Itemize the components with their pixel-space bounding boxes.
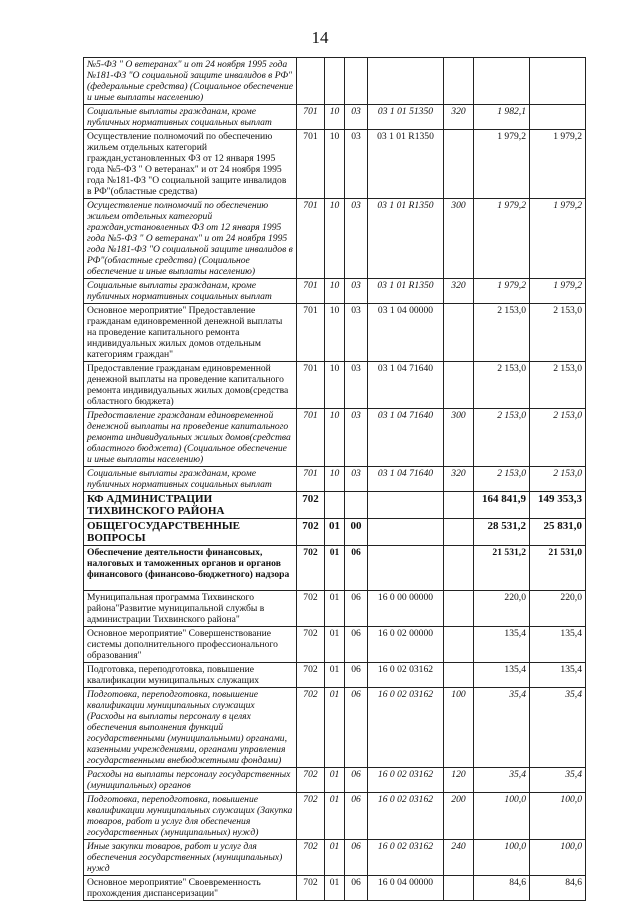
row-name: Предоставление гражданам единовременной денежной выплаты на проведение капитального ремонта индивидуальных жилых домов(средства областного бюджета) (Социальное обеспечение и иные выплаты населению) bbox=[84, 409, 297, 467]
row-name: Иные закупки товаров, работ и услуг для обеспечения государственных (муниципальных) нужд bbox=[84, 840, 297, 876]
row-amount-2: 2 153,0 bbox=[530, 409, 586, 467]
row-target-article: 03 1 04 71640 bbox=[368, 467, 444, 492]
row-grbs: 702 bbox=[297, 492, 325, 519]
row-expense-type bbox=[444, 519, 474, 546]
row-expense-type bbox=[444, 591, 474, 627]
row-grbs: 701 bbox=[297, 279, 325, 304]
row-amount-1: 1 979,2 bbox=[474, 199, 530, 279]
row-section: 10 bbox=[325, 130, 345, 199]
row-subsection: 06 bbox=[345, 876, 368, 901]
row-target-article: 16 0 04 00000 bbox=[368, 876, 444, 901]
row-name: Подготовка, переподготовка, повышение квалификации муниципальных служащих (Закупка товаров, работ и услуг для обеспечения государственных (муниципальных) нужд) bbox=[84, 793, 297, 840]
page-number: 14 bbox=[311, 28, 329, 47]
row-grbs: 701 bbox=[297, 362, 325, 409]
row-name: Социальные выплаты гражданам, кроме публичных нормативных социальных выплат bbox=[84, 105, 297, 130]
row-subsection: 06 bbox=[345, 663, 368, 688]
row-expense-type bbox=[444, 130, 474, 199]
row-grbs: 702 bbox=[297, 546, 325, 591]
row-amount-1: 2 153,0 bbox=[474, 304, 530, 362]
table-row bbox=[84, 876, 586, 901]
row-name: Предоставление гражданам единовременной денежной выплаты на проведение капитального ремонта индивидуальных жилых домов(средства областного бюджета) bbox=[84, 362, 297, 409]
row-amount-2 bbox=[530, 58, 586, 105]
row-amount-2: 2 153,0 bbox=[530, 304, 586, 362]
row-amount-2: 1 979,2 bbox=[530, 130, 586, 199]
table-row bbox=[84, 492, 586, 519]
row-amount-2: 149 353,3 bbox=[530, 492, 586, 519]
row-subsection: 03 bbox=[345, 279, 368, 304]
row-subsection: 06 bbox=[345, 793, 368, 840]
row-amount-1: 1 979,2 bbox=[474, 279, 530, 304]
row-amount-2: 1 979,2 bbox=[530, 279, 586, 304]
table-row bbox=[84, 840, 586, 876]
row-target-article: 16 0 02 03162 bbox=[368, 840, 444, 876]
row-amount-1: 135,4 bbox=[474, 627, 530, 663]
table-row bbox=[84, 58, 586, 105]
row-grbs bbox=[297, 58, 325, 105]
row-expense-type bbox=[444, 546, 474, 591]
row-subsection: 03 bbox=[345, 130, 368, 199]
table-row bbox=[84, 768, 586, 793]
row-target-article: 03 1 04 71640 bbox=[368, 409, 444, 467]
row-expense-type bbox=[444, 663, 474, 688]
row-target-article bbox=[368, 492, 444, 519]
row-name: КФ АДМИНИСТРАЦИИ ТИХВИНСКОГО РАЙОНА bbox=[84, 492, 297, 519]
row-amount-1: 2 153,0 bbox=[474, 409, 530, 467]
row-subsection: 06 bbox=[345, 840, 368, 876]
row-target-article: 16 0 02 03162 bbox=[368, 688, 444, 768]
row-section: 01 bbox=[325, 688, 345, 768]
row-grbs: 702 bbox=[297, 627, 325, 663]
row-grbs: 701 bbox=[297, 199, 325, 279]
row-section bbox=[325, 492, 345, 519]
budget-table-body bbox=[84, 58, 586, 901]
row-amount-2: 135,4 bbox=[530, 663, 586, 688]
row-target-article: 03 1 04 00000 bbox=[368, 304, 444, 362]
row-name: Муниципальная программа Тихвинского района"Развитие муниципальной службы в администрации Тихвинского района" bbox=[84, 591, 297, 627]
row-section: 01 bbox=[325, 876, 345, 901]
table-row bbox=[84, 591, 586, 627]
row-section bbox=[325, 58, 345, 105]
row-expense-type bbox=[444, 304, 474, 362]
row-subsection bbox=[345, 58, 368, 105]
row-grbs: 702 bbox=[297, 663, 325, 688]
row-amount-2: 2 153,0 bbox=[530, 467, 586, 492]
row-expense-type: 120 bbox=[444, 768, 474, 793]
row-expense-type: 100 bbox=[444, 688, 474, 768]
row-amount-1: 220,0 bbox=[474, 591, 530, 627]
row-expense-type bbox=[444, 492, 474, 519]
row-target-article bbox=[368, 519, 444, 546]
table-row bbox=[84, 130, 586, 199]
row-target-article: 03 1 01 R1350 bbox=[368, 130, 444, 199]
row-amount-2: 84,6 bbox=[530, 876, 586, 901]
row-section: 01 bbox=[325, 840, 345, 876]
row-subsection: 00 bbox=[345, 519, 368, 546]
row-name: ОБЩЕГОСУДАРСТВЕННЫЕ ВОПРОСЫ bbox=[84, 519, 297, 546]
row-grbs: 702 bbox=[297, 876, 325, 901]
row-subsection: 03 bbox=[345, 199, 368, 279]
row-section: 10 bbox=[325, 467, 345, 492]
row-amount-1: 164 841,9 bbox=[474, 492, 530, 519]
row-target-article: 16 0 02 03162 bbox=[368, 663, 444, 688]
row-subsection: 06 bbox=[345, 546, 368, 591]
row-name: Обеспечение деятельности финансовых, налоговых и таможенных органов и органов финансового (финансово-бюджетного) надзора bbox=[84, 546, 297, 591]
table-row bbox=[84, 627, 586, 663]
row-section: 01 bbox=[325, 546, 345, 591]
row-grbs: 702 bbox=[297, 840, 325, 876]
row-grbs: 701 bbox=[297, 105, 325, 130]
row-grbs: 702 bbox=[297, 591, 325, 627]
row-section: 01 bbox=[325, 663, 345, 688]
row-subsection: 06 bbox=[345, 688, 368, 768]
row-name: Социальные выплаты гражданам, кроме публичных нормативных социальных выплат bbox=[84, 279, 297, 304]
row-expense-type bbox=[444, 876, 474, 901]
table-row bbox=[84, 362, 586, 409]
row-amount-2: 1 979,2 bbox=[530, 199, 586, 279]
row-expense-type: 320 bbox=[444, 467, 474, 492]
row-name: Осуществление полномочий по обеспечению жильем отдельных категорий граждан,установленных ФЗ от 12 января 1995 года №5-ФЗ " О ветеранах" и от 24 ноября 1995 года №181-ФЗ "О социальной защите инвалидов в РФ"(областные средства) (Социальное обеспечение и иные выплаты населению) bbox=[84, 199, 297, 279]
row-grbs: 702 bbox=[297, 768, 325, 793]
table-row bbox=[84, 279, 586, 304]
row-name: №5-ФЗ " О ветеранах" и от 24 ноября 1995 года №181-ФЗ "О социальной защите инвалидов в РФ"(федеральные средства) (Социальное обеспечение и иные выплаты населению) bbox=[84, 58, 297, 105]
row-expense-type: 320 bbox=[444, 279, 474, 304]
row-amount-2: 220,0 bbox=[530, 591, 586, 627]
row-section: 10 bbox=[325, 279, 345, 304]
row-name: Подготовка, переподготовка, повышение квалификации муниципальных служащих (Расходы на выплаты персоналу в целях обеспечения выполнения функций государственными (муниципальными) органами, казенными учреждениями, органами управления государственными внебюджетными фондами) bbox=[84, 688, 297, 768]
row-target-article bbox=[368, 58, 444, 105]
row-subsection: 03 bbox=[345, 409, 368, 467]
row-target-article: 16 0 02 03162 bbox=[368, 793, 444, 840]
table-row bbox=[84, 304, 586, 362]
row-grbs: 701 bbox=[297, 130, 325, 199]
row-section: 10 bbox=[325, 304, 345, 362]
row-target-article bbox=[368, 546, 444, 591]
row-amount-1: 21 531,2 bbox=[474, 546, 530, 591]
row-amount-1: 28 531,2 bbox=[474, 519, 530, 546]
row-expense-type: 200 bbox=[444, 793, 474, 840]
row-subsection: 06 bbox=[345, 768, 368, 793]
row-amount-1: 100,0 bbox=[474, 840, 530, 876]
table-row bbox=[84, 688, 586, 768]
row-target-article: 16 0 02 03162 bbox=[368, 768, 444, 793]
row-section: 01 bbox=[325, 519, 345, 546]
table-row bbox=[84, 546, 586, 591]
table-row bbox=[84, 105, 586, 130]
row-amount-2: 100,0 bbox=[530, 793, 586, 840]
row-amount-2: 35,4 bbox=[530, 768, 586, 793]
row-expense-type: 320 bbox=[444, 105, 474, 130]
table-row bbox=[84, 793, 586, 840]
row-grbs: 701 bbox=[297, 409, 325, 467]
row-section: 10 bbox=[325, 409, 345, 467]
row-grbs: 702 bbox=[297, 688, 325, 768]
row-target-article: 03 1 01 51350 bbox=[368, 105, 444, 130]
row-amount-2: 100,0 bbox=[530, 840, 586, 876]
row-amount-2: 21 531,0 bbox=[530, 546, 586, 591]
row-expense-type bbox=[444, 58, 474, 105]
row-subsection: 03 bbox=[345, 304, 368, 362]
row-amount-1: 1 979,2 bbox=[474, 130, 530, 199]
row-amount-1: 100,0 bbox=[474, 793, 530, 840]
row-amount-2: 35,4 bbox=[530, 688, 586, 768]
row-subsection: 03 bbox=[345, 362, 368, 409]
row-section: 01 bbox=[325, 793, 345, 840]
row-amount-1: 2 153,0 bbox=[474, 362, 530, 409]
row-amount-1: 84,6 bbox=[474, 876, 530, 901]
row-amount-2: 135,4 bbox=[530, 627, 586, 663]
table-row bbox=[84, 467, 586, 492]
row-grbs: 702 bbox=[297, 519, 325, 546]
table-row bbox=[84, 663, 586, 688]
row-section: 10 bbox=[325, 199, 345, 279]
row-target-article: 03 1 01 R1350 bbox=[368, 199, 444, 279]
row-subsection: 03 bbox=[345, 467, 368, 492]
table-row bbox=[84, 519, 586, 546]
row-expense-type bbox=[444, 362, 474, 409]
row-subsection: 06 bbox=[345, 627, 368, 663]
row-section: 01 bbox=[325, 627, 345, 663]
row-amount-2 bbox=[530, 105, 586, 130]
row-expense-type: 300 bbox=[444, 409, 474, 467]
row-grbs: 702 bbox=[297, 793, 325, 840]
row-section: 01 bbox=[325, 591, 345, 627]
row-name: Основное мероприятие" Предоставление гражданам единовременной денежной выплаты на проведение капитального ремонта индивидуальных жилых домов отдельным категориям граждан" bbox=[84, 304, 297, 362]
row-subsection: 03 bbox=[345, 105, 368, 130]
row-grbs: 701 bbox=[297, 304, 325, 362]
budget-table bbox=[83, 57, 586, 901]
row-name: Основное мероприятие" Совершенствование системы дополнительного профессионального образования" bbox=[84, 627, 297, 663]
row-expense-type: 300 bbox=[444, 199, 474, 279]
row-target-article: 16 0 02 00000 bbox=[368, 627, 444, 663]
row-amount-1: 35,4 bbox=[474, 768, 530, 793]
row-name: Социальные выплаты гражданам, кроме публичных нормативных социальных выплат bbox=[84, 467, 297, 492]
row-amount-1: 35,4 bbox=[474, 688, 530, 768]
row-name: Осуществление полномочий по обеспечению жильем отдельных категорий граждан,установленных ФЗ от 12 января 1995 года №5-ФЗ " О ветеранах" и от 24 ноября 1995 года №181-ФЗ "О социальной защите инвалидов в РФ"(областные средства) bbox=[84, 130, 297, 199]
row-subsection: 06 bbox=[345, 591, 368, 627]
row-amount-1: 2 153,0 bbox=[474, 467, 530, 492]
row-target-article: 16 0 00 00000 bbox=[368, 591, 444, 627]
row-amount-1: 135,4 bbox=[474, 663, 530, 688]
row-target-article: 03 1 01 R1350 bbox=[368, 279, 444, 304]
row-expense-type: 240 bbox=[444, 840, 474, 876]
row-target-article: 03 1 04 71640 bbox=[368, 362, 444, 409]
row-section: 10 bbox=[325, 105, 345, 130]
row-amount-1: 1 982,1 bbox=[474, 105, 530, 130]
row-name: Основное мероприятие" Своевременность прохождения диспансеризации" bbox=[84, 876, 297, 901]
table-row bbox=[84, 199, 586, 279]
row-amount-2: 2 153,0 bbox=[530, 362, 586, 409]
row-amount-2: 25 831,0 bbox=[530, 519, 586, 546]
row-amount-1 bbox=[474, 58, 530, 105]
row-section: 10 bbox=[325, 362, 345, 409]
row-subsection bbox=[345, 492, 368, 519]
row-expense-type bbox=[444, 627, 474, 663]
row-section: 01 bbox=[325, 768, 345, 793]
row-grbs: 701 bbox=[297, 467, 325, 492]
table-row bbox=[84, 409, 586, 467]
row-name: Подготовка, переподготовка, повышение квалификации муниципальных служащих bbox=[84, 663, 297, 688]
row-name: Расходы на выплаты персоналу государственных (муниципальных) органов bbox=[84, 768, 297, 793]
